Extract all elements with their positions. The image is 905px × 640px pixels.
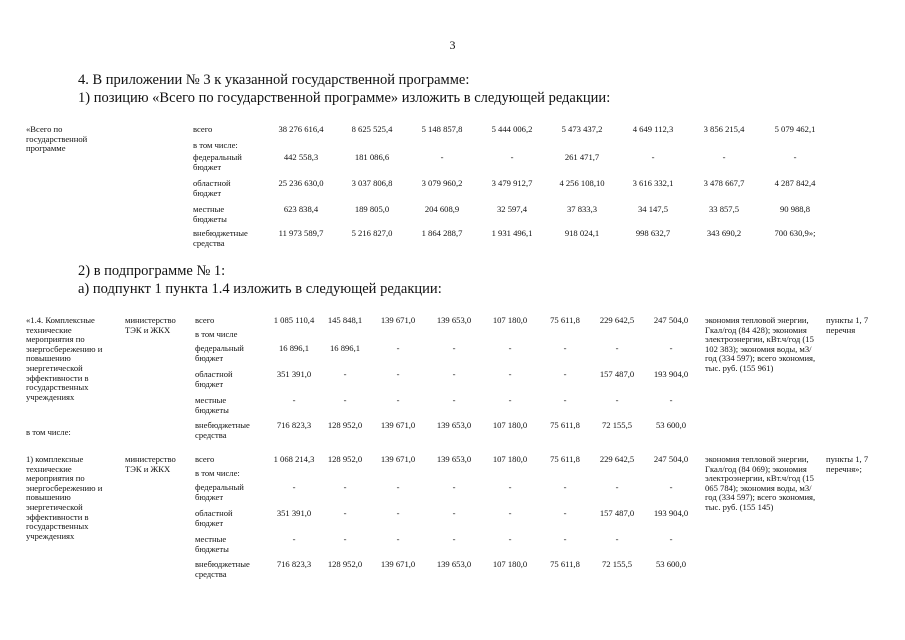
cell-value: 4 287 842,4: [774, 178, 816, 188]
cell-value: 3 478 667,7: [703, 178, 745, 188]
cell-value: 247 504,0: [653, 315, 689, 325]
cell-value: 181 086,6: [354, 152, 390, 162]
cell-value: -: [343, 534, 347, 544]
cell-value: 107 180,0: [492, 454, 528, 464]
cell-value: 3 616 332,1: [632, 178, 674, 188]
cell-value: 229 642,5: [599, 454, 635, 464]
cell-value: 351 391,0: [276, 508, 312, 518]
cell-value: 193 904,0: [653, 369, 689, 379]
cell-value: 139 671,0: [380, 315, 416, 325]
cell-value: -: [510, 152, 514, 162]
cell-value: -: [615, 395, 619, 405]
cell-value: -: [615, 343, 619, 353]
row-label: всего: [193, 124, 213, 134]
cell-value: 145 848,1: [327, 315, 363, 325]
cell-value: 139 671,0: [380, 559, 416, 569]
expected-result: экономия тепловой энергии, Гкал/год (84 069); экономия электроэнергии, кВт.ч/год (15 065 784); экономия воды, м3/год (334 597); всего экономия, тыс. руб. (155 145): [705, 454, 816, 512]
row-label: внебюджетные средства: [195, 559, 250, 579]
cell-value: 343 690,2: [706, 228, 742, 238]
row-label: в том числе:: [195, 468, 240, 478]
cell-value: 442 558,3: [283, 152, 319, 162]
cell-value: -: [343, 395, 347, 405]
cell-value: 1 085 110,4: [273, 315, 315, 325]
cell-value: 37 833,3: [566, 204, 598, 214]
row-label: областной бюджет: [195, 508, 233, 528]
cell-value: -: [396, 343, 400, 353]
cell-value: -: [669, 343, 673, 353]
cell-value: 189 805,0: [354, 204, 390, 214]
cell-value: 157 487,0: [599, 369, 635, 379]
row-label: всего: [195, 454, 215, 464]
cell-value: 53 600,0: [655, 420, 687, 430]
cell-value: 5 079 462,1: [774, 124, 816, 134]
cell-value: -: [651, 152, 655, 162]
cell-value: 4 256 108,10: [559, 178, 605, 188]
row-label: внебюджетные средства: [195, 420, 250, 440]
cell-value: -: [563, 369, 567, 379]
cell-value: -: [396, 395, 400, 405]
executor: министерство ТЭК и ЖКХ: [125, 315, 176, 335]
cell-value: 3 037 806,8: [351, 178, 393, 188]
cell-value: 4 649 112,3: [632, 124, 674, 134]
cell-value: -: [563, 508, 567, 518]
row-label: местные бюджеты: [193, 204, 227, 224]
cell-value: -: [508, 343, 512, 353]
cell-value: 3 856 215,4: [703, 124, 745, 134]
activity-name: «1.4. Комплексные технические мероприятия по энергосбережению и повышению энергетической эффективности в государственных учреждениях: [26, 315, 103, 402]
row-label: федеральный бюджет: [195, 482, 244, 502]
cell-value: -: [452, 534, 456, 544]
cell-value: -: [343, 482, 347, 492]
cell-value: -: [343, 508, 347, 518]
cell-value: -: [452, 508, 456, 518]
cell-value: -: [292, 395, 296, 405]
cell-value: 139 653,0: [436, 454, 472, 464]
cell-value: -: [508, 369, 512, 379]
cell-value: 128 952,0: [327, 454, 363, 464]
in-that-number-note: в том числе:: [26, 427, 71, 437]
cell-value: -: [793, 152, 797, 162]
cell-value: 229 642,5: [599, 315, 635, 325]
cell-value: 11 973 589,7: [278, 228, 324, 238]
cell-value: 75 611,8: [550, 559, 580, 569]
cell-value: -: [669, 534, 673, 544]
executor: министерство ТЭК и ЖКХ: [125, 454, 176, 474]
list-reference: пункты 1, 7 перечня»;: [826, 454, 869, 474]
row-label: областной бюджет: [195, 369, 233, 389]
cell-value: 72 155,5: [601, 559, 633, 569]
paragraph-subprogram1: 2) в подпрограмме № 1:: [78, 263, 226, 279]
cell-value: 204 608,9: [424, 204, 460, 214]
cell-value: 72 155,5: [601, 420, 633, 430]
cell-value: 998 632,7: [635, 228, 671, 238]
cell-value: 75 611,8: [550, 420, 580, 430]
row-label: в том числе:: [193, 140, 238, 150]
row-label: федеральный бюджет: [193, 152, 242, 172]
cell-value: 38 276 616,4: [278, 124, 324, 134]
cell-value: 139 653,0: [436, 420, 472, 430]
row-label: областной бюджет: [193, 178, 231, 198]
cell-value: 918 024,1: [564, 228, 600, 238]
cell-value: -: [563, 482, 567, 492]
cell-value: -: [508, 395, 512, 405]
cell-value: 107 180,0: [492, 420, 528, 430]
activity-name: 1) комплексные технические мероприятия по энергосбережению и повышению энергетической эффективности в государственных учреждениях: [26, 454, 103, 541]
cell-value: 107 180,0: [492, 559, 528, 569]
cell-value: 261 471,7: [564, 152, 600, 162]
cell-value: -: [396, 508, 400, 518]
cell-value: -: [292, 482, 296, 492]
cell-value: 623 838,4: [283, 204, 319, 214]
row-label: местные бюджеты: [195, 395, 229, 415]
cell-value: 107 180,0: [492, 315, 528, 325]
cell-value: 5 444 006,2: [491, 124, 533, 134]
paragraph-annex3: 4. В приложении № 3 к указанной государственной программе:: [78, 72, 470, 88]
cell-value: -: [669, 482, 673, 492]
row-label: в том числе: [195, 329, 238, 339]
cell-value: -: [563, 343, 567, 353]
cell-value: 34 147,5: [637, 204, 669, 214]
cell-value: 247 504,0: [653, 454, 689, 464]
cell-value: -: [508, 534, 512, 544]
cell-value: 75 611,8: [550, 315, 580, 325]
page-number: 3: [449, 38, 456, 52]
cell-value: 139 671,0: [380, 420, 416, 430]
cell-value: -: [615, 534, 619, 544]
cell-value: 16 896,1: [329, 343, 361, 353]
cell-value: -: [452, 369, 456, 379]
cell-value: -: [563, 534, 567, 544]
cell-value: 90 988,8: [779, 204, 811, 214]
row-label: федеральный бюджет: [195, 343, 244, 363]
cell-value: 25 236 630,0: [278, 178, 324, 188]
cell-value: 716 823,3: [276, 420, 312, 430]
cell-value: 1 864 288,7: [421, 228, 463, 238]
cell-value: 33 857,5: [708, 204, 740, 214]
cell-value: 351 391,0: [276, 369, 312, 379]
cell-value: -: [292, 534, 296, 544]
cell-value: -: [440, 152, 444, 162]
paragraph-subitem: а) подпункт 1 пункта 1.4 изложить в следующей редакции:: [78, 281, 442, 297]
row-label: всего: [195, 315, 215, 325]
cell-value: 5 216 827,0: [351, 228, 393, 238]
cell-value: 700 630,9»;: [774, 228, 816, 238]
cell-value: 75 611,8: [550, 454, 580, 464]
cell-value: -: [452, 482, 456, 492]
cell-value: 128 952,0: [327, 420, 363, 430]
cell-value: 193 904,0: [653, 508, 689, 518]
cell-value: -: [396, 369, 400, 379]
cell-value: -: [343, 369, 347, 379]
table1-title: «Всего по государственной программе: [26, 124, 88, 154]
cell-value: 716 823,3: [276, 559, 312, 569]
cell-value: 8 625 525,4: [351, 124, 393, 134]
cell-value: -: [508, 508, 512, 518]
cell-value: -: [722, 152, 726, 162]
cell-value: 5 473 437,2: [561, 124, 603, 134]
row-label: внебюджетные средства: [193, 228, 248, 248]
expected-result: экономия тепловой энергии, Гкал/год (84 428); экономия электроэнергии, кВт.ч/год (15 102 383); экономия воды, м3/год (334 597); всего экономия, тыс. руб. (155 961): [705, 315, 816, 373]
cell-value: -: [669, 395, 673, 405]
cell-value: -: [396, 534, 400, 544]
cell-value: -: [615, 482, 619, 492]
cell-value: 5 148 857,8: [421, 124, 463, 134]
row-label: местные бюджеты: [195, 534, 229, 554]
cell-value: 53 600,0: [655, 559, 687, 569]
cell-value: -: [452, 343, 456, 353]
cell-value: -: [452, 395, 456, 405]
cell-value: 1 931 496,1: [491, 228, 533, 238]
cell-value: 139 671,0: [380, 454, 416, 464]
cell-value: -: [396, 482, 400, 492]
cell-value: 32 597,4: [496, 204, 528, 214]
list-reference: пункты 1, 7 перечня: [826, 315, 869, 335]
cell-value: 16 896,1: [278, 343, 310, 353]
cell-value: 139 653,0: [436, 315, 472, 325]
cell-value: -: [563, 395, 567, 405]
cell-value: 157 487,0: [599, 508, 635, 518]
cell-value: 1 068 214,3: [273, 454, 315, 464]
cell-value: 3 079 960,2: [421, 178, 463, 188]
cell-value: 3 479 912,7: [491, 178, 533, 188]
paragraph-total-position: 1) позицию «Всего по государственной программе» изложить в следующей редакции:: [78, 90, 611, 106]
cell-value: -: [508, 482, 512, 492]
cell-value: 139 653,0: [436, 559, 472, 569]
cell-value: 128 952,0: [327, 559, 363, 569]
